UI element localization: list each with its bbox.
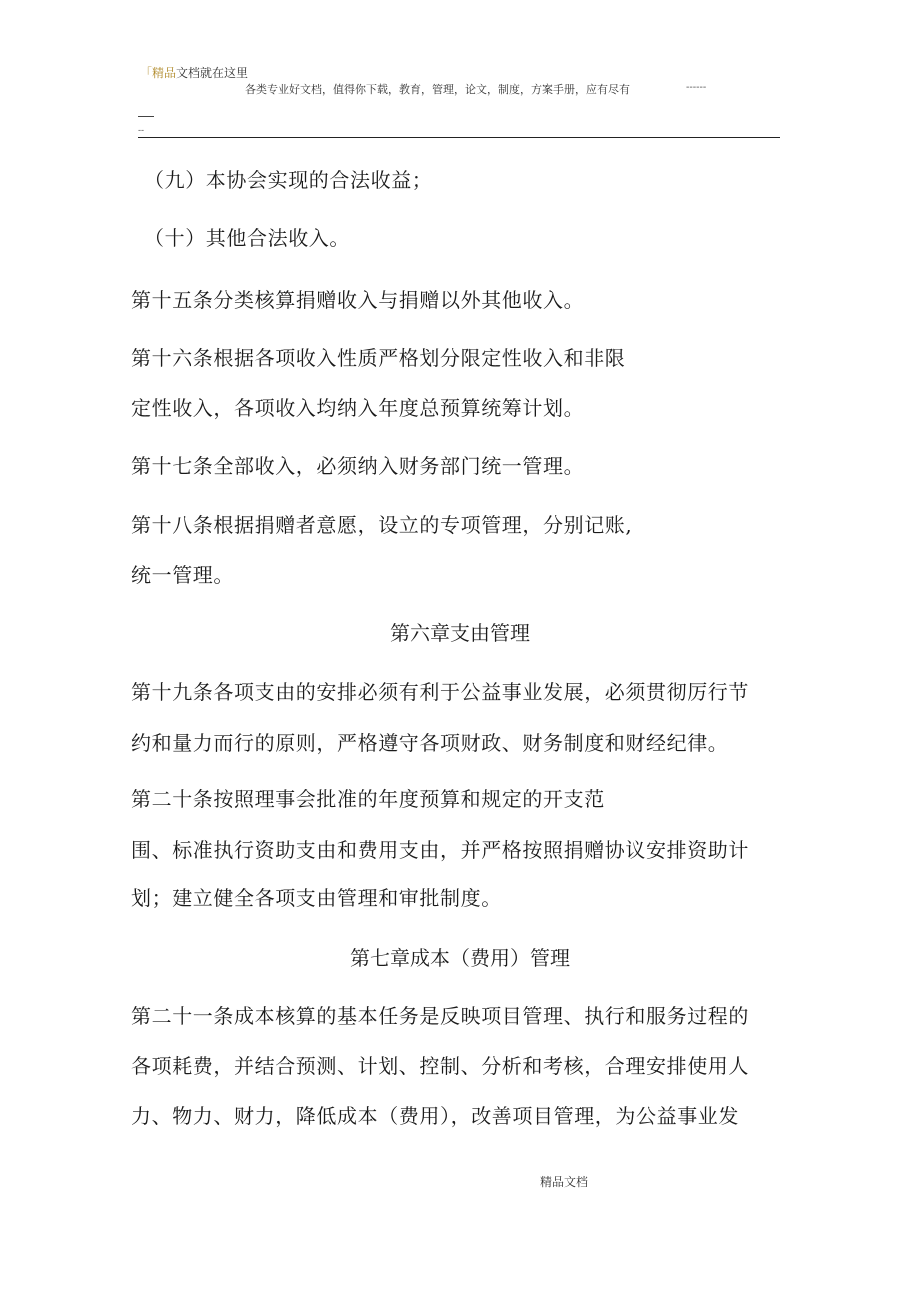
paragraph-line: 第十六条根据各项收入性质严格划分限定性收入和非限 [131,346,626,370]
header-short-rule [138,116,154,117]
paragraph-line: 统一管理。 [131,563,234,587]
paragraph-line: 第十七条全部收入，必须纳入财务部门统一管理。 [131,454,585,478]
footer-label: 精品文档 [540,1175,589,1189]
paragraph-line: （十）其他合法收入。 [144,226,350,250]
header-bracket: 「 [140,66,153,80]
paragraph-line: 第十九条各项支由的安排必须有利于公益事业发展，必须贯彻厉行节 [131,680,749,704]
header-brand-highlight: 精品 [152,66,177,80]
paragraph-line: 定性收入，各项收入均纳入年度总预算统筹计划。 [131,396,585,420]
paragraph-line: 围、标准执行资助支由和费用支由，并严格按照捐赠协议安排资助计 [131,838,749,862]
header-brand-text: 文档就在这里 [176,66,249,80]
header-small-mark: -- [138,126,145,136]
paragraph-line: 力、物力、财力，降低成本（费用），改善项目管理，为公益事业发 [131,1104,739,1128]
chapter-heading-6: 第六章支由管理 [390,621,530,645]
paragraph-line: 各项耗费，并结合预测、计划、控制、分析和考核，合理安排使用人 [131,1054,749,1078]
chapter-heading-7: 第七章成本（费用）管理 [350,946,570,970]
paragraph-line: 约和量力而行的原则，严格遵守各项财政、财务制度和财经纪律。 [131,731,729,755]
header-dashes: ------ [686,82,707,93]
paragraph-line: （九）本协会实现的合法收益； [144,168,433,192]
paragraph-line: 第二十一条成本核算的基本任务是反映项目管理、执行和服务过程的 [131,1004,749,1028]
paragraph-line: 第十八条根据捐赠者意愿，设立的专项管理，分别记账, [131,513,633,537]
paragraph-line: 划；建立健全各项支由管理和审批制度。 [131,886,502,910]
header-tagline: 各类专业好文档，值得你下载，教育，管理，论文，制度，方案手册，应有尽有 [245,83,630,96]
paragraph-line: 第十五条分类核算捐赠收入与捐赠以外其他收入。 [131,288,585,312]
header-brand [140,66,248,80]
paragraph-line: 第二十条按照理事会批准的年度预算和规定的开支范 [131,787,605,811]
header-rule [138,137,780,138]
